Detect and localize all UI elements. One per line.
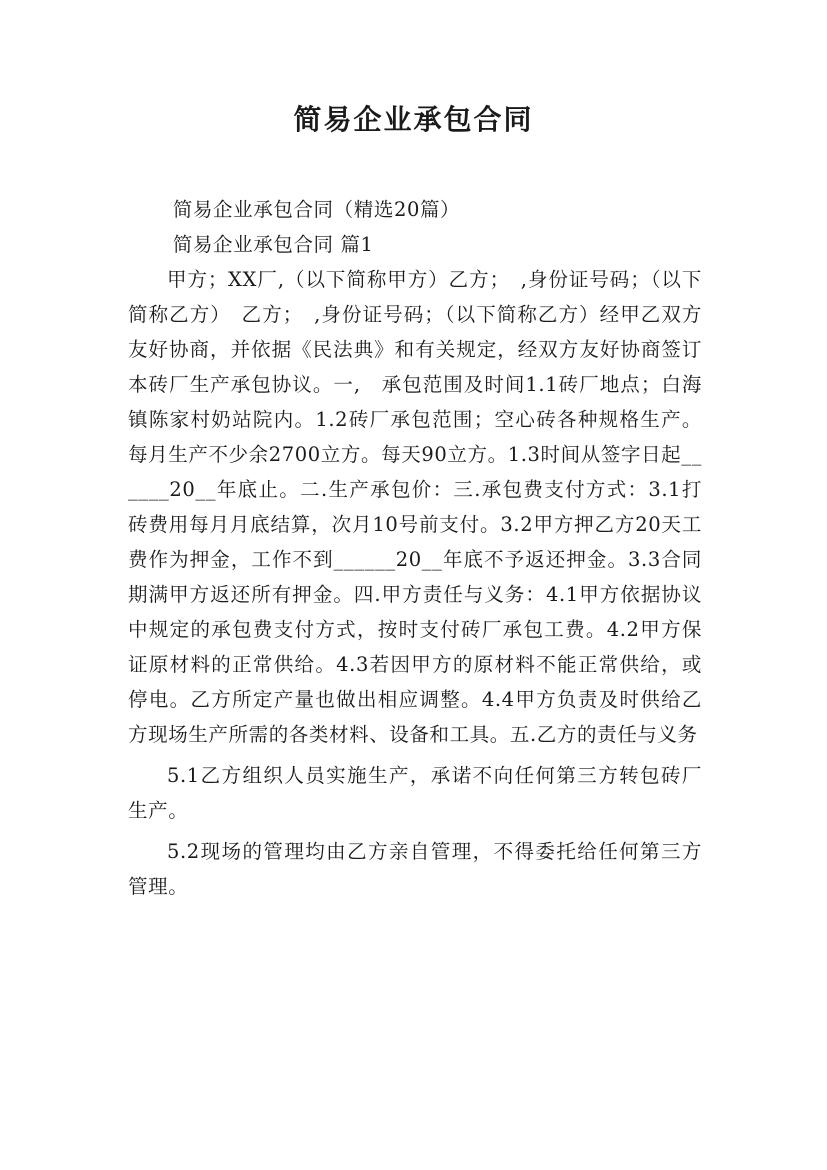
document-body <box>128 192 702 904</box>
subtitle-paragraph: 简易企业承包合同（精选20篇） <box>172 198 461 221</box>
section-heading: 简易企业承包合同 篇1 <box>172 233 374 256</box>
clause-paragraph: 5.2现场的管理均由乙方亲自管理，不得委托给任何第三方管理。 <box>128 840 702 898</box>
document-title: 简易企业承包合同 <box>293 103 534 136</box>
contract-paragraph: 甲方；XX厂,（以下简称甲方）乙方； ,身份证号码；（以下简称乙方） 乙方； ,身份证号码；（以下简称乙方）经甲乙双方友好协商，并依据《民法典》和有关规定，经双方友好协商签订本砖厂生产承包协议。一, 承包范围及时间1.1砖厂地点；白海镇陈家村奶站院内。1.2砖厂承包范围；空心砖各种规格生产。每月生产不少余2700立方。每天90立方。1.3时间从签字日起______20__年底止。二.生产承包价：三.承包费支付方式：3.1打砖费用每月月底结算，次月10号前支付。3.2甲方押乙方20天工费作为押金，工作不到______20__年底不予返还押金。3.3合同期满甲方返还所有押金。四.甲方责任与义务：4.1甲方依据协议中规定的承包费支付方式，按时支付砖厂承包工费。4.2甲方保证原材料的正常供给。4.3若因甲方的原材料不能正常供给，或停电。乙方所定产量也做出相应调整。4.4甲方负责及时供给乙方现场生产所需的各类材料、设备和工具。五.乙方的责任与义务 <box>128 268 702 746</box>
clause-paragraph: 5.1乙方组织人员实施生产，承诺不向任何第三方转包砖厂生产。 <box>128 764 702 822</box>
